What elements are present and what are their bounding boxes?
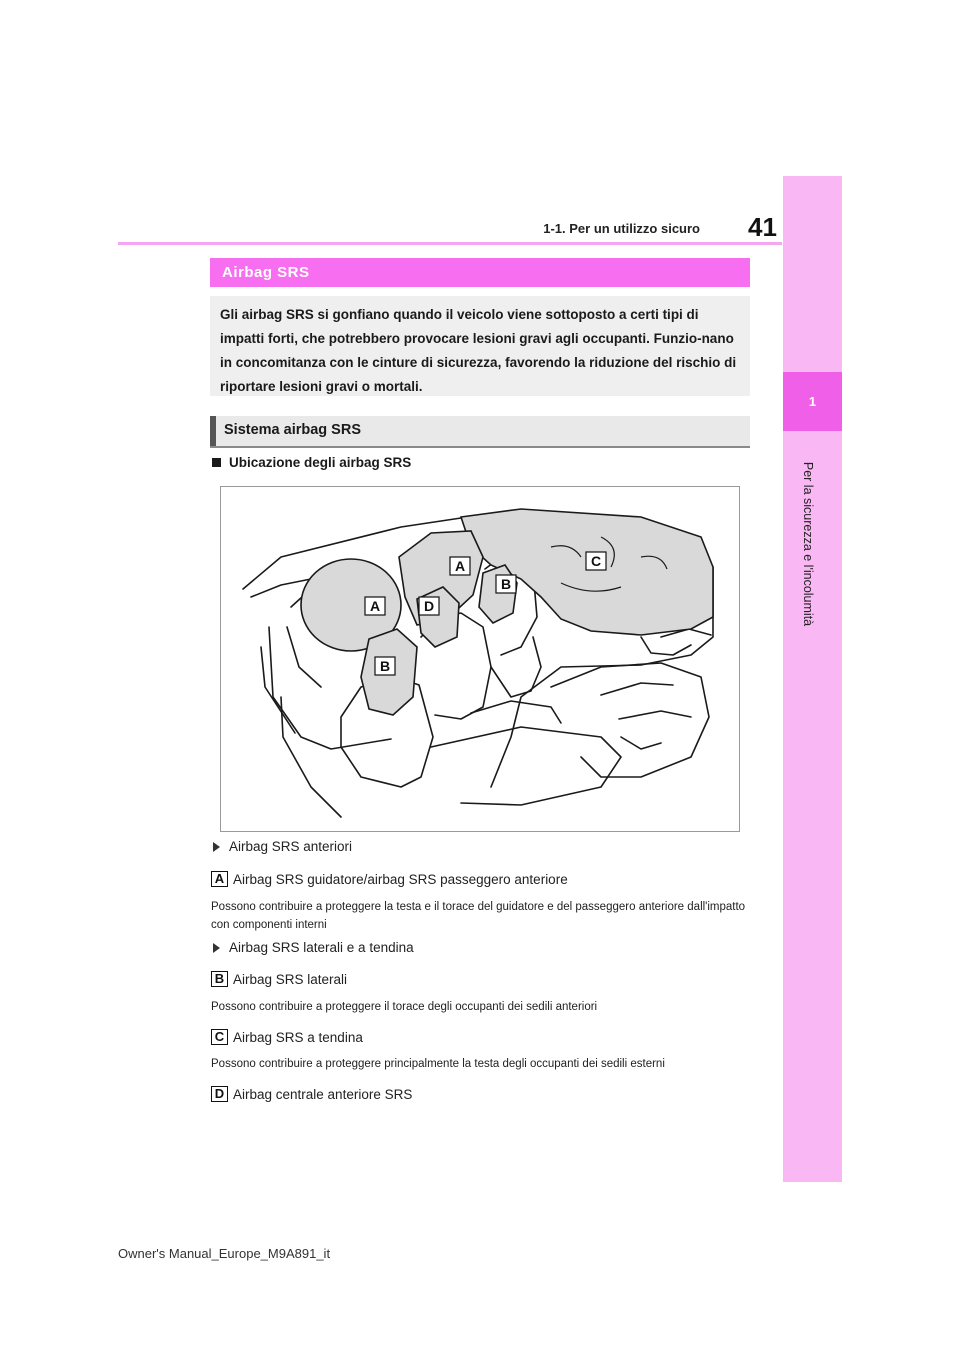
label-a-lower: A (369, 598, 381, 614)
intro-box: Gli airbag SRS si gonfiano quando il veicolo viene sottoposto a certi tipi di impatti forti, che potrebbero provocare lesioni gravi agli occupanti. Funzio-nano in concomitanza con le cinture di sicurezza, favorendo la riduzione del rischio di riportare lesioni gravi o mortali. (210, 296, 750, 396)
chapter-tab[interactable]: 1 (783, 372, 842, 431)
subheading: Sistema airbag SRS (210, 416, 750, 446)
subheading-rule (210, 446, 750, 448)
page-number: 41 (748, 212, 777, 242)
group-title-front: Airbag SRS anteriori (229, 839, 353, 854)
label-b-upper: B (500, 576, 512, 592)
triangle-bullet-icon (213, 943, 220, 953)
car-interior-drawing (221, 487, 739, 831)
item-a-title: Airbag SRS guidatore/airbag SRS passeggero anteriore (233, 872, 568, 887)
item-b-desc: Possono contribuire a proteggere il torace degli occupanti dei sedili anteriori (211, 1001, 598, 1013)
item-b-title: Airbag SRS laterali (233, 972, 348, 987)
item-d-title: Airbag centrale anteriore SRS (233, 1087, 413, 1102)
label-d: D (423, 598, 435, 614)
section-title: 1-1. Per un utilizzo sicuro (543, 221, 700, 236)
letter-b-badge: B (211, 971, 228, 987)
item-c-desc: Possono contribuire a proteggere principalmente la testa degli occupanti dei sedili esterni (211, 1058, 665, 1070)
chapter-label-text: Per la sicurezza e l'incolumità (801, 461, 816, 627)
page-title: Airbag SRS (210, 258, 750, 287)
item-c-title: Airbag SRS a tendina (233, 1030, 363, 1045)
label-a-upper: A (454, 558, 466, 574)
location-heading: Ubicazione degli airbag SRS (229, 455, 412, 470)
side-tab (783, 176, 842, 1182)
chapter-label (758, 434, 858, 654)
letter-a-badge: A (211, 871, 228, 887)
group-title-side-curtain: Airbag SRS laterali e a tendina (229, 940, 414, 955)
header-rule (118, 242, 782, 245)
triangle-bullet-icon (213, 842, 220, 852)
item-a-desc: Possono contribuire a proteggere la testa e il torace del guidatore e del passeggero anteriore dall'impatto con componenti interni (211, 901, 746, 931)
label-b-lower: B (379, 658, 391, 674)
airbag-illustration (220, 486, 740, 832)
footer-text: Owner's Manual_Europe_M9A891_it (118, 1246, 331, 1261)
label-c: C (590, 553, 602, 569)
letter-d-badge: D (211, 1086, 228, 1102)
letter-c-badge: C (211, 1029, 228, 1045)
square-bullet-icon (212, 458, 221, 467)
